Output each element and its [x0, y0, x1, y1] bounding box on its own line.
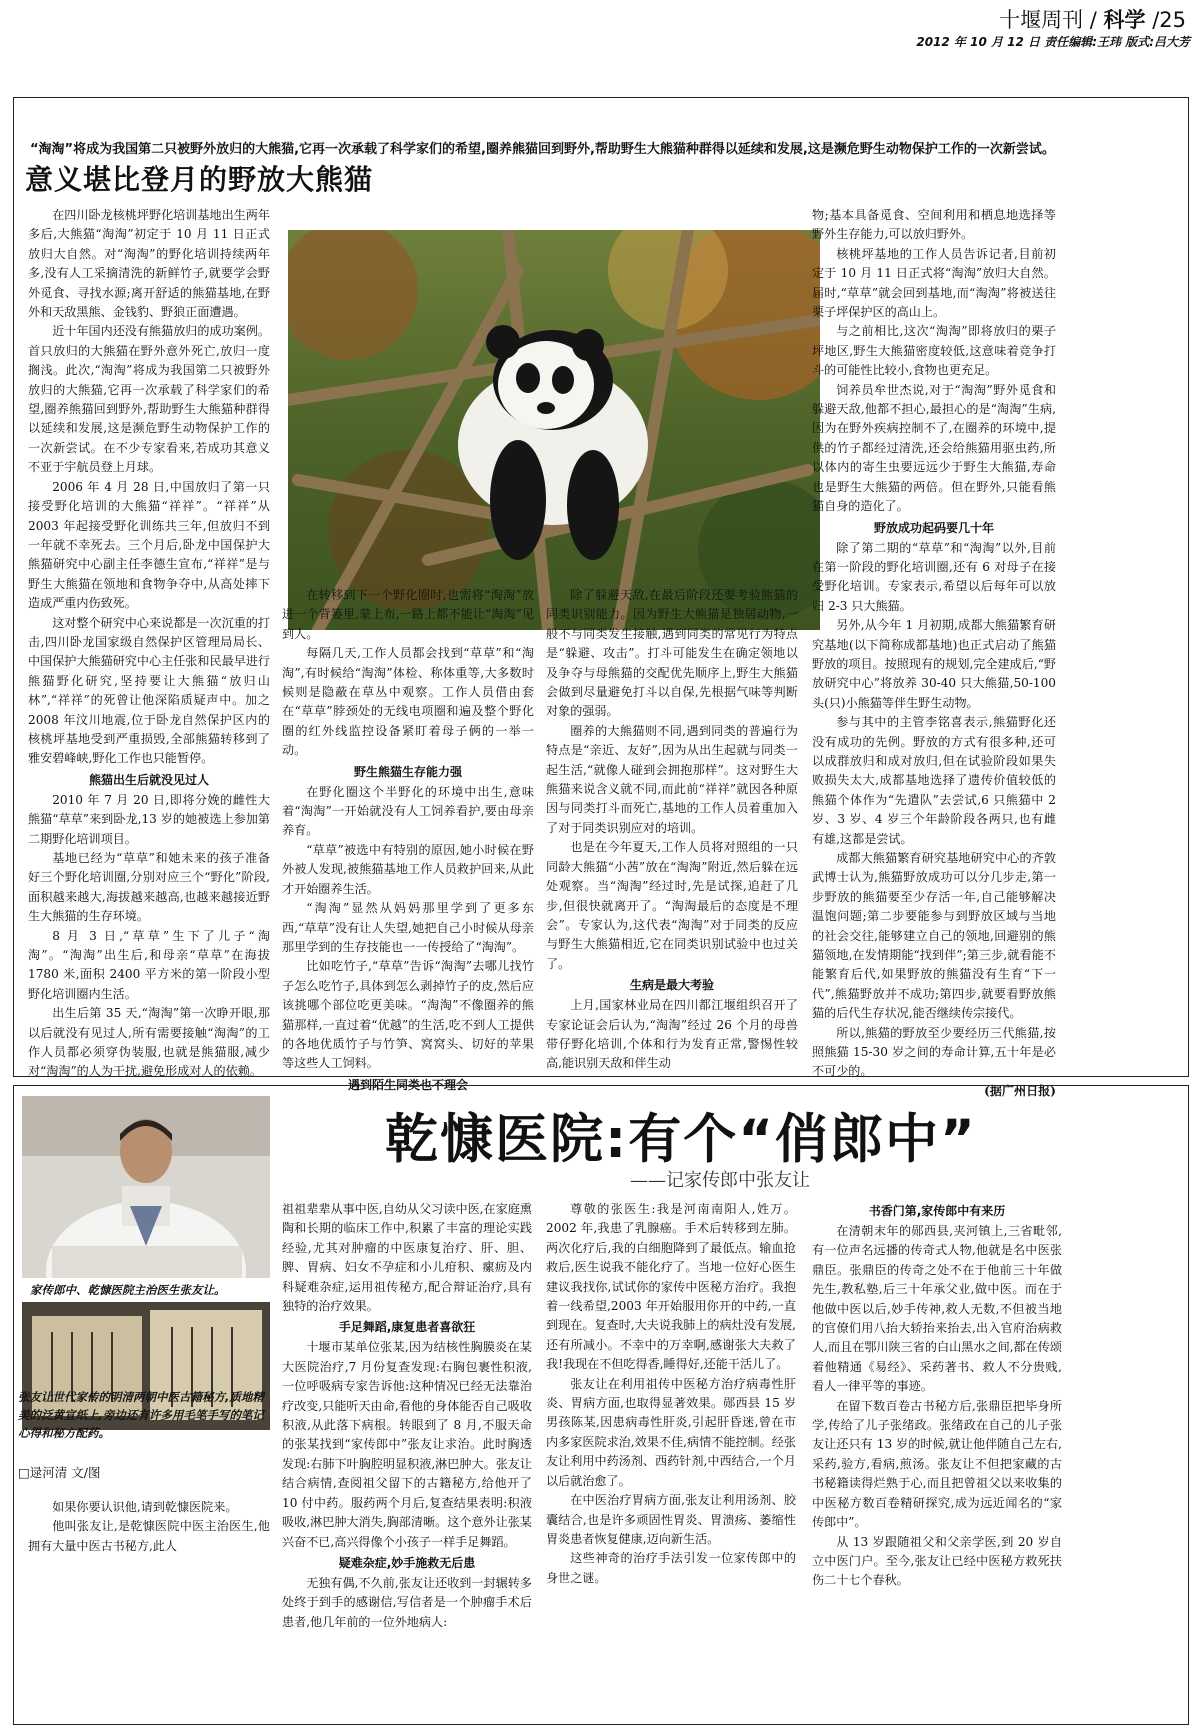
author-byline: □逯河清 文/图 [18, 1465, 101, 1480]
subheading: 野生熊猫生存能力强 [353, 764, 462, 779]
paragraph: 基地已经为“草草”和她未来的孩子准备好三个野化培训圈,分别对应三个“野化”阶段,面积越来越大,海拔越来越高,也越来越接近野生大熊猫的生存环境。 [28, 851, 270, 924]
masthead: 十堰周刊 / 科学 /25 [999, 8, 1186, 32]
paragraph: 无独有偶,不久前,张友让还收到一封辗转多处终于到手的感谢信,写信者是一个肿瘤手术后患者,他几年前的一位外地病人: [282, 1575, 532, 1629]
paragraph: 这对整个研究中心来说都是一次沉重的打击,四川卧龙国家级自然保护区管理局局长、中国保护大熊猫研究中心主任张和民最早进行熊猫野化研究,坚持要让大熊猫“放归山林”,“祥祥”的死曾让他深陷质疑声中。加之 2008 年汶川地震,位于卧龙自然保护区内的核桃坪基地受到严重损毁,全部熊猫转移到了雅安碧峰峡,野化工作也只能暂停。 [28, 615, 270, 766]
doctor-photo [22, 1096, 270, 1278]
paragraph: 在野化圈这个半野化的环境中出生,意味着“淘淘”一开始就没有人工饲养看护,要由母亲养育。 [282, 784, 534, 838]
page-number: /25 [1152, 8, 1186, 32]
paragraph: 物;基本具备觅食、空间利用和栖息地选择等野外生存能力,可以放归野外。 [812, 208, 1056, 242]
paragraph: 在四川卧龙核桃坪野化培训基地出生两年多后,大熊猫“淘淘”初定于 10 月 11 日正式放归大自然。对“淘淘”的野化培训持续两年多,没有人工采摘清洗的新鲜竹子,就要学会野外觅食、寻找水源;离开舒适的熊猫基地,在野外和天敌黑熊、金钱豹、野狼正面遭遇。 [28, 208, 270, 320]
paragraph: 圈养的大熊猫则不同,遇到同类的普遍行为特点是“亲近、友好”,因为从出生起就与同类一起生活,“就像人碰到会拥抱那样”。这对野生大熊猫来说含义就不同,而此前“祥祥”就因各种原因与同类打斗而死亡,基地的工作人员着重加入了对于同类识别应对的培训。 [546, 723, 798, 835]
dateline: 2012 年 10 月 12 日 责任编辑:王玮 版式:吕大芳 [916, 35, 1190, 49]
paragraph: 在留下数百卷古书秘方后,张鼎臣把毕身所学,传给了儿子张绪政。张绪政在自己的儿子张友让还只有 13 岁的时候,就让他伴随自己左右,采药,验方,看病,煎汤。张友让不但把家藏的古书秘籍读得烂熟于心,而且把曾祖父以来收集的中医秘方数百卷精研探究,成为远近闻名的“家传郎中”。 [812, 1398, 1062, 1530]
doctor-column-3 [546, 1200, 796, 1588]
paragraph: “草草”被选中有特别的原因,她小时候在野外被人发现,被熊猫基地工作人员救护回来,从此才开始圈养生活。 [282, 842, 534, 896]
paragraph: 在中医治疗胃病方面,张友让利用汤剂、胶囊结合,也是许多顽固性胃炎、胃溃疡、萎缩性胃炎患者恢复健康,迈向新生活。 [546, 1493, 796, 1546]
photo-caption-books: 张友让世代家传的明清两朝中医古籍秘方,质地精美的泛黄宣纸上,旁边还有许多用毛笔手写的笔记心得和秘方配药。 [18, 1390, 264, 1440]
article-lead: “淘淘”将成为我国第二只被野外放归的大熊猫,它再一次承载了科学家们的希望,圈养熊猫回到野外,帮助野生大熊猫种群得以延续和发展,这是濒危野生动物保护工作的一次新尝试。 [30, 142, 1055, 157]
paragraph: 成都大熊猫繁育研究基地研究中心的齐敦武博士认为,熊猫野放成功可以分几步走,第一步野放的熊猫要至少存活一年,自己能够解决温饱问题;第二步要能参与到野放区域与当地的社会交往,能够建立自己的领地,回避别的熊猫领地,在发情期能“找到伴”;第三步,就看能不能繁育后代,如果野放的熊猫没有生育“下一代”,熊猫野放并不成功;第四步,就要看野放熊猫的后代生存状况,能否继续传宗接代。 [812, 851, 1056, 1021]
paragraph: 在转移到下一个野化圈时,也需将“淘淘”放进一个背篓里,蒙上布,一路上都不能让“淘淘”见到人。 [282, 588, 534, 641]
paragraph: 饲养员牟世杰说,对于“淘淘”野外觅食和躲避天敌,他都不担心,最担心的是“淘淘”生病,因为在野外疾病控制不了,在圈养的环境中,提供的竹子都经过清洗,还会给熊猫用驱虫药,所以体内的寄生虫要远远少于野生大熊猫,寿命也是野生大熊猫的两倍。但在野外,只能看熊猫自身的造化了。 [812, 382, 1056, 514]
paragraph: 从 13 岁跟随祖父和父亲学医,到 20 岁自立中医门户。至今,张友让已经中医秘方救死扶伤二十七个春秋。 [812, 1534, 1062, 1588]
paragraph: 上月,国家林业局在四川都江堰组织召开了专家论证会后认为,“淘淘”经过 26 个月的母兽带仔野化培训,个体和行为发育正常,警惕性较高,能识别天敌和伴生动 [546, 998, 798, 1071]
doctor-column-2 [282, 1200, 532, 1632]
paragraph: 近十年国内还没有熊猫放归的成功案例。首只放归的大熊猫在野外意外死亡,放归一度搁浅。此次,“淘淘”将成为我国第二只被野外放归的大熊猫,它再一次承载了科学家们的希望,圈养熊猫回到野外,帮助野生大熊猫种群得以延续和发展,这是濒危野生动物保护工作的一次新尝试。在不少专家看来,若成功其意义不亚于宇航员登上月球。 [28, 324, 270, 475]
paragraph: 除了第二期的“草草”和“淘淘”以外,目前在第一阶段的野化培训圈,还有 6 对母子在接受野化培训。专家表示,希望以后每年可以放归 2-3 只大熊猫。 [812, 540, 1056, 613]
paragraph: 张友让在利用祖传中医秘方治疗病毒性肝炎、胃病方面,也取得显著效果。郧西县 15 岁男孩陈某,因患病毒性肝炎,引起肝昏迷,曾在市内多家医院求治,效果不佳,病情不能控制。经张友让利用中药汤剂、西药针剂,中西结合,一个月以后就治愈了。 [546, 1376, 796, 1488]
article-subtitle: ——记家传郎中张友让 [630, 1170, 810, 1191]
subheading: 疑难杂症,妙手施救无后患 [338, 1555, 476, 1570]
panda-photo [288, 230, 820, 630]
doctor-column-1 [28, 1498, 270, 1556]
paragraph: “淘淘”显然从妈妈那里学到了更多东西,“草草”没有让人失望,她把自己小时候从母亲那里学到的生存技能也一一传授给了“淘淘”。 [282, 901, 534, 954]
paragraph: 2006 年 4 月 28 日,中国放归了第一只接受野化培训的大熊猫“祥祥”。“祥祥”从 2003 年起接受野化训练共三年,但放归不到一年就不幸死去。三个月后,卧龙中国保护大熊猫研究中心副主任李德生宣布,“祥祥”是与野生大熊猫在领地和食物争夺中,从高处摔下造成严重内伤致死。 [28, 479, 270, 611]
paragraph: 十堰市某单位张某,因为结核性胸膜炎在某大医院治疗,7 月份复查发现:右胸包裹性积液,一位呼吸病专家告诉他:这种情况已经无法靠治疗改变,只能听天由命,看他的身体能否自己吸收积液,从此落下病根。转眼到了 8 月,不服天命的张某找到“家传郎中”张友让求治。此时胸透发现:右肺下叶胸腔明显积液,淋巴肿大。张友让结合病情,查阅祖父留下的古籍秘方,给他开了 10 付中药。服药两个月后,复查结果表明:积液吸收,淋巴肿大消失,胸部清晰。这个意外让张某兴奋不已,高兴得像个小孩子一样手足舞蹈。 [282, 1340, 532, 1549]
paragraph: 尊敬的张医生:我是河南南阳人,姓万。2002 年,我患了乳腺癌。手术后转移到左肺。两次化疗后,我的白细胞降到了最低点。输血抢救后,医生说我不能化疗了。当地一位好心医生建议我找你,试试你的家传中医秘方治疗。我抱着一线希望,2003 年开始服用你开的中药,一直到现在。复查时,大夫说我肺上的病灶没有发展,还有所减小。不幸中的万幸啊,感谢张大夫救了我!我现在不但吃得香,睡得好,还能干活儿了。 [546, 1202, 796, 1372]
paragraph: 他叫张友让,是乾慷医院中医主治医生,他拥有大量中医古书秘方,此人 [28, 1519, 270, 1553]
article-source: (据广州日报) [984, 1083, 1056, 1098]
paragraph: 出生后第 35 天,“淘淘”第一次睁开眼,那以后就没有见过人,所有需要接触“淘淘”的工作人员都必须穿伪装服,也就是熊猫服,减少对“淘淘”的人为干扰,避免形成对人的依赖。 [28, 1006, 270, 1079]
paragraph: 在清朝末年的郧西县,夹河镇上,三省毗邻,有一位声名远播的传奇式人物,他就是名中医张鼎臣。张鼎臣的传奇之处不在于他前三十年做先生,教私塾,后三十年承父业,做中医。而在于他做中医以后,妙手传神,救人无数,不但被当地的官僚们用八抬大轿抬来抬去,出入官府治病救人,而且在鄂川陕三省的白山黑水之间,都在传颂着他精通《易经》、采药著书、救人不分贵贱,看人一律平等的事迹。 [812, 1224, 1062, 1394]
panda-column-2 [282, 586, 534, 1096]
article-title: 意义堪比登月的野放大熊猫 [25, 163, 374, 196]
subheading: 生病是最大考验 [629, 978, 714, 993]
paragraph: 所以,熊猫的野放至少要经历三代熊猫,按照熊猫 15-30 岁之间的寿命计算,五十年是必不可少的。 [812, 1025, 1056, 1079]
doctor-column-4 [812, 1200, 1062, 1591]
paragraph: 除了躲避天敌,在最后阶段还要考验熊猫的同类识别能力。因为野生大熊猫是独居动物,一般不与同类发生接触,遇到同类的常见行为特点是“躲避、攻击”。打斗可能发生在确定领地以及争夺与母熊猫的交配优先顺序上,野生大熊猫会做到尽量避免打斗以自保,先根据气味等判断对象的强弱。 [546, 588, 798, 719]
paragraph: 比如吃竹子,“草草”告诉“淘淘”去哪儿找竹子怎么吃竹子,具体到怎么剥掉竹子的皮,然后应该挑哪个部位吃更美味。“淘淘”不像圈养的熊猫那样,一直过着“优越”的生活,吃不到人工提供的各地优质竹子与竹笋、窝窝头、切好的苹果等这些人工饲料。 [282, 959, 534, 1071]
section-name: 科学 [1103, 8, 1146, 32]
paper-name: 十堰周刊 [999, 8, 1084, 32]
photo-caption-doctor: 家传郎中、乾慷医院主治医生张友让。 [30, 1283, 226, 1297]
subheading: 手足舞蹈,康复患者喜欲狂 [338, 1320, 476, 1335]
paragraph: 另外,从今年 1 月初期,成都大熊猫繁育研究基地(以下简称成都基地)也正式启动了熊猫野放的项目。按照现有的规划,完全建成后,“野放研究中心”将放养 30-40 只大熊猫,50-100 头(只)小熊猫等伴生野生动物。 [812, 618, 1056, 710]
panda-column-4 [812, 206, 1056, 1101]
paragraph: 2010 年 7 月 20 日,即将分娩的雌性大熊猫“草草”来到卧龙,13 岁的她被选上参加第二期野化培训项目。 [28, 792, 270, 846]
paragraph: 参与其中的主管李铭喜表示,熊猫野化还没有成功的先例。野放的方式有很多种,还可以成群放归和成对放归,但在试验阶段如果失败损失太大,成都基地选择了遗传价值较低的熊猫个体作为“先遣队”去尝试,6 只熊猫中 2 岁、3 岁、4 岁三个年龄阶段各两只,也有雌有雄,这都是尝试。 [812, 715, 1056, 846]
subheading: 熊猫出生后就没见过人 [88, 772, 209, 787]
article-title: 乾慷医院:有个“俏郎中” [385, 1109, 977, 1170]
paragraph: 祖祖辈辈从事中医,自幼从父习读中医,在家庭熏陶和长期的临床工作中,积累了丰富的理论实践经验,尤其对肿瘤的中医康复治疗、肝、胆、脾、胃病、妇女不孕症和小儿疳积、瘰疬及内科疑难杂症,运用祖传秘方,配合辩证治疗,具有独特的治疗效果。 [282, 1202, 532, 1314]
paragraph: 如果你要认识他,请到乾慷医院来。 [52, 1500, 238, 1514]
paragraph: 核桃坪基地的工作人员告诉记者,目前初定于 10 月 11 日正式将“淘淘”放归大自然。届时,“草草”就会回到基地,而“淘淘”将被送往栗子坪保护区的高山上。 [812, 246, 1056, 320]
paragraph: 与之前相比,这次“淘淘”即将放归的栗子坪地区,野生大熊猫密度较低,这意味着竞争打斗的可能性比较小,食物也更充足。 [812, 324, 1056, 378]
subheading: 遇到陌生同类也不理会 [347, 1077, 468, 1092]
paragraph: 每隔几天,工作人员都会找到“草草”和“淘淘”,有时候给“淘淘”体检、称体重等,大多数时候则是隐蔽在草丛中观察。工作人员借由套在“草草”脖颈处的无线电项圈和遍及整个野化圈的红外线监控设备紧盯着母子俩的一举一动。 [282, 646, 534, 758]
paragraph: 8 月 3 日,“草草”生下了儿子“淘淘”。“淘淘”出生后,和母亲“草草”在海拔 1780 米,面积 2400 平方米的第一阶段小型野化培训圈内生活。 [28, 928, 270, 1001]
panda-column-1 [28, 206, 270, 1082]
paragraph: 这些神奇的治疗手法引发一位家传郎中的身世之谜。 [546, 1551, 796, 1585]
panda-column-3 [546, 586, 798, 1074]
subheading: 书香门第,家传郎中有来历 [868, 1204, 1006, 1218]
subheading: 野放成功起码要几十年 [873, 520, 994, 535]
paragraph: 也是在今年夏天,工作人员将对照组的一只同龄大熊猫“小茜”放在“淘淘”附近,然后躲在远处观察。当“淘淘”经过时,先是试探,追赶了几步,但很快就离开了。“淘淘最后的态度是不理会”。专家认为,这代表“淘淘”对于同类的反应与野生大熊猫相近,它在同类识别试验中也过关了。 [546, 840, 798, 971]
